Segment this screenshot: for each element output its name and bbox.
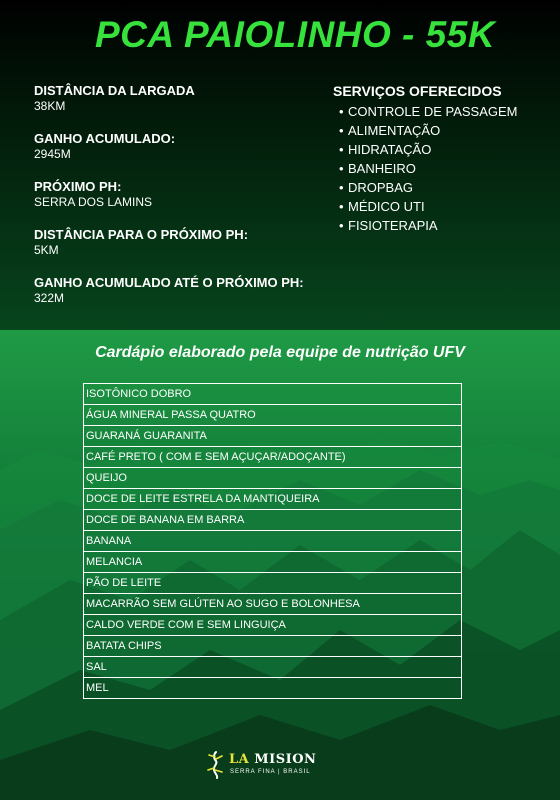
info-value: 2945M xyxy=(34,147,71,161)
table-row xyxy=(84,384,462,405)
brand-footer xyxy=(205,748,365,784)
nutrition-menu-table xyxy=(83,383,462,699)
info-next-ph xyxy=(34,178,304,210)
info-label: GANHO ACUMULADO: xyxy=(34,131,176,146)
service-item: • MÉDICO UTI xyxy=(339,199,425,214)
brand-tagline: SERRA FINA | BRASIL xyxy=(230,769,311,775)
info-accumulated-gain xyxy=(34,130,304,162)
menu-item: BATATA CHIPS xyxy=(84,636,462,657)
info-value: SERRA DOS LAMINS xyxy=(34,195,153,209)
table-row xyxy=(84,573,462,594)
brand-name: LA MISION xyxy=(229,752,317,767)
page-title: PCA PAIOLINHO - 55K xyxy=(94,14,496,55)
menu-item: ÁGUA MINERAL PASSA QUATRO xyxy=(84,405,462,426)
table-row xyxy=(84,426,462,447)
menu-item: MACARRÃO SEM GLÚTEN AO SUGO E BOLONHESA xyxy=(84,594,462,615)
service-item: • ALIMENTAÇÃO xyxy=(339,123,441,138)
menu-item: DOCE DE LEITE ESTRELA DA MANTIQUEIRA xyxy=(84,489,462,510)
menu-item: BANANA xyxy=(84,531,462,552)
lizard-logo-icon xyxy=(205,750,227,780)
info-value: 322M xyxy=(34,291,65,305)
table-row xyxy=(84,615,462,636)
menu-item: CALDO VERDE COM E SEM LINGUIÇA xyxy=(84,615,462,636)
bullet-icon: • xyxy=(339,218,344,233)
table-row xyxy=(84,636,462,657)
info-value: 38KM xyxy=(34,99,66,113)
service-item: • FISIOTERAPIA xyxy=(339,218,438,233)
table-row xyxy=(84,657,462,678)
bullet-icon: • xyxy=(339,161,344,176)
service-item: • BANHEIRO xyxy=(339,161,416,176)
info-next-gain xyxy=(34,274,304,306)
menu-item: PÃO DE LEITE xyxy=(84,573,462,594)
services-items xyxy=(333,102,553,235)
bullet-icon: • xyxy=(339,123,344,138)
table-row xyxy=(84,552,462,573)
table-row xyxy=(84,594,462,615)
info-label: PRÓXIMO PH: xyxy=(34,179,122,194)
menu-item: MEL xyxy=(84,678,462,699)
menu-item: DOCE DE BANANA EM BARRA xyxy=(84,510,462,531)
bullet-icon: • xyxy=(339,142,344,157)
info-label: GANHO ACUMULADO ATÉ O PRÓXIMO PH: xyxy=(34,275,304,290)
services-list xyxy=(333,82,553,235)
info-next-distance xyxy=(34,226,304,258)
services-title: SERVIÇOS OFERECIDOS xyxy=(333,83,502,99)
service-item: • DROPBAG xyxy=(339,180,414,195)
menu-item: GUARANÁ GUARANITA xyxy=(84,426,462,447)
bullet-icon: • xyxy=(339,180,344,195)
table-row xyxy=(84,405,462,426)
menu-item: QUEIJO xyxy=(84,468,462,489)
bullet-icon: • xyxy=(339,104,344,119)
menu-item: MELANCIA xyxy=(84,552,462,573)
service-item: • HIDRATAÇÃO xyxy=(339,142,432,157)
table-row xyxy=(84,468,462,489)
table-row xyxy=(84,489,462,510)
bullet-icon: • xyxy=(339,199,344,214)
info-start-distance xyxy=(34,82,304,114)
menu-subtitle: Cardápio elaborado pela equipe de nutrição UFV xyxy=(95,344,465,361)
menu-item: SAL xyxy=(84,657,462,678)
table-row xyxy=(84,531,462,552)
menu-item: CAFÉ PRETO ( COM E SEM AÇUÇAR/ADOÇANTE) xyxy=(84,447,462,468)
service-item: • CONTROLE DE PASSAGEM xyxy=(339,104,518,119)
table-row xyxy=(84,678,462,699)
table-row xyxy=(84,447,462,468)
info-value: 5KM xyxy=(34,243,59,257)
table-row xyxy=(84,510,462,531)
info-label: DISTÂNCIA PARA O PRÓXIMO PH: xyxy=(34,227,249,242)
checkpoint-info xyxy=(34,82,304,322)
info-label: DISTÂNCIA DA LARGADA xyxy=(34,83,195,98)
menu-item: ISOTÔNICO DOBRO xyxy=(84,384,462,405)
